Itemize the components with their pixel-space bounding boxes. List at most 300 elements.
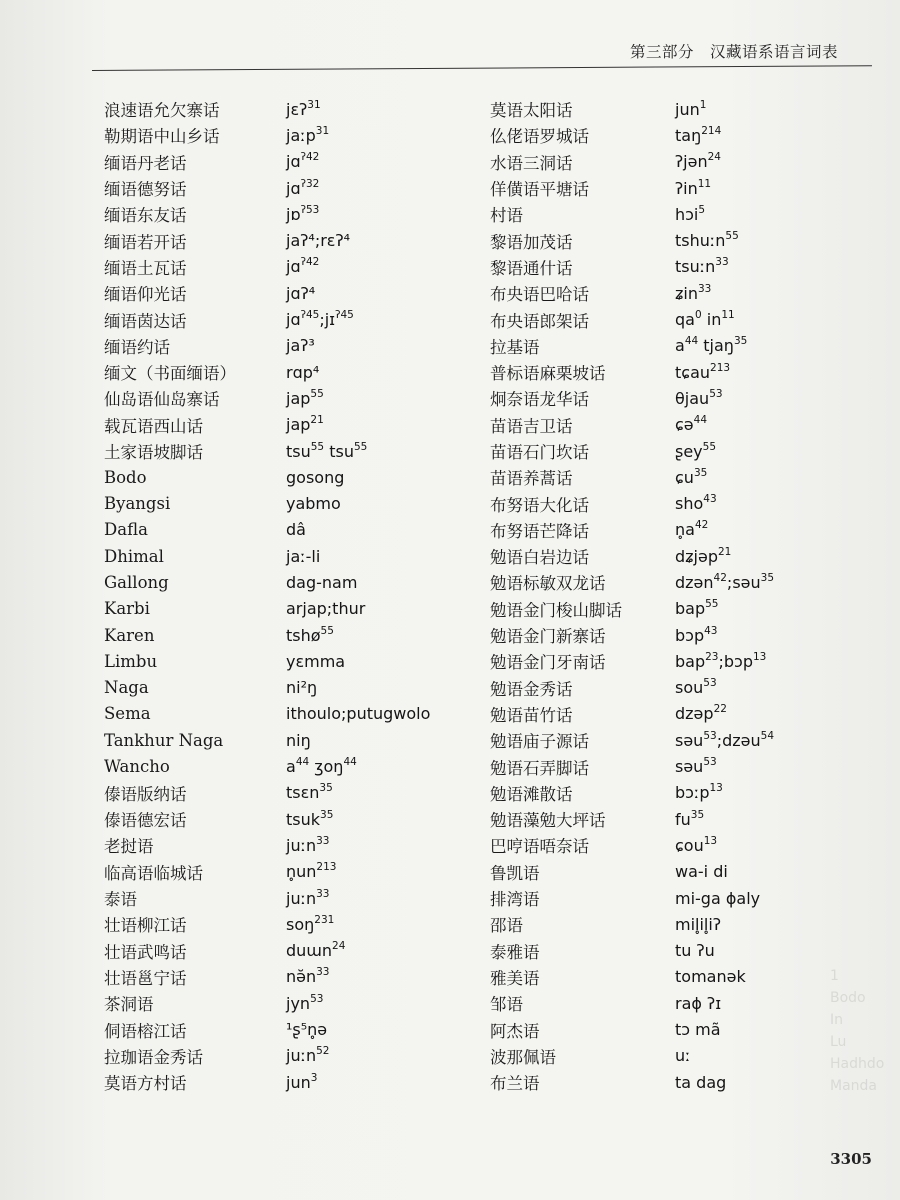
tone-mark: 21 <box>310 414 324 427</box>
tone-mark: 31 <box>307 98 321 111</box>
language-name: Karbi <box>104 599 150 619</box>
page-number: 3305 <box>830 1150 872 1168</box>
entry-row <box>490 859 774 885</box>
word-form <box>286 363 319 382</box>
form-text: bap <box>675 651 706 671</box>
language-name: 仫佬语罗城话 <box>490 127 589 147</box>
word-form <box>286 284 315 303</box>
tone-mark: 55 <box>725 230 739 243</box>
form-text-2: ;səu <box>726 572 761 592</box>
form-text-2: ;dzəu <box>716 730 761 750</box>
tone-mark: 24 <box>332 940 346 953</box>
word-form <box>286 889 330 908</box>
word-form <box>675 783 723 802</box>
entry-row <box>104 543 430 569</box>
word-form <box>286 573 357 592</box>
language-name: 侗语榕江话 <box>104 1021 187 1041</box>
word-form <box>286 783 333 802</box>
entry-row <box>490 964 774 990</box>
language-name: 拉基语 <box>490 337 540 357</box>
tone-mark: 3 <box>310 1071 318 1084</box>
word-form <box>675 520 708 539</box>
entry-row <box>490 306 774 332</box>
word-form <box>675 836 717 855</box>
language-name: 排湾语 <box>490 890 540 910</box>
language-name: 勉语藻勉大坪话 <box>490 811 606 831</box>
entry-row <box>104 438 430 464</box>
language-name: 勉语石弄脚话 <box>490 758 589 778</box>
tone-mark: 231 <box>314 913 335 926</box>
form-text: bɔp <box>675 625 705 645</box>
word-form <box>286 757 357 776</box>
entry-row <box>490 780 774 806</box>
entry-row <box>104 675 430 701</box>
form-text: juːn <box>286 1046 317 1066</box>
tone-mark: 5 <box>698 203 706 216</box>
language-name: 缅语土瓦话 <box>104 258 187 278</box>
word-form <box>675 626 717 645</box>
entry-row <box>104 517 430 543</box>
entry-row <box>104 201 430 227</box>
language-name: 土家语坡脚话 <box>104 443 203 462</box>
form-text: rɑp⁴ <box>286 362 320 382</box>
form-text-2: ʒoŋ <box>309 757 344 777</box>
word-form <box>286 100 321 119</box>
word-form <box>675 363 730 382</box>
language-name: 临高语临城话 <box>104 863 203 883</box>
language-name: 傣语德宏话 <box>104 811 187 831</box>
word-form <box>675 152 721 171</box>
form-text: ɕə <box>675 415 694 435</box>
entry-row <box>104 701 430 727</box>
word-form <box>675 547 731 566</box>
language-name: 缅语若开话 <box>104 232 187 252</box>
entry-row <box>490 438 774 464</box>
tone-mark: 53 <box>703 677 717 690</box>
entry-row <box>104 254 430 280</box>
tone-mark: 31 <box>315 124 330 137</box>
tone-mark: 23 <box>705 650 719 663</box>
form-text: dâ <box>286 520 306 540</box>
language-name: 邵语 <box>490 916 523 936</box>
entry-row <box>490 385 774 411</box>
entry-row <box>104 1016 430 1042</box>
language-name: Dafla <box>104 520 148 540</box>
word-form <box>286 231 350 250</box>
form-text: n̥a <box>675 520 695 540</box>
form-text: tɔ mã <box>675 1020 721 1040</box>
word-form <box>675 889 760 908</box>
form-text: mil̥il̥iʔ <box>675 914 721 934</box>
form-text-2: tsu <box>324 441 354 461</box>
entry-row <box>104 596 430 622</box>
word-form <box>286 520 306 539</box>
entry-row <box>490 753 774 779</box>
word-form <box>286 678 317 697</box>
word-form <box>675 389 723 408</box>
language-name: 布努语大化话 <box>490 495 589 515</box>
form-text: dzəp <box>675 704 714 724</box>
word-form <box>286 205 319 224</box>
form-text: soŋ <box>286 914 315 934</box>
word-form <box>675 1020 721 1039</box>
word-form <box>675 442 716 461</box>
entry-row <box>104 727 430 753</box>
tone-mark-2: 44 <box>343 756 357 769</box>
word-form <box>675 1046 691 1065</box>
form-text: jaːp <box>286 125 316 145</box>
form-text: gosong <box>286 467 345 487</box>
entry-row <box>104 911 430 937</box>
entry-row <box>490 596 774 622</box>
tone-mark: 43 <box>704 624 718 637</box>
form-text: jɑʔ⁴ <box>286 283 316 303</box>
language-name: Bodo <box>104 467 147 487</box>
language-name: 老挝语 <box>104 837 154 857</box>
entry-row <box>490 149 774 175</box>
language-name: Wancho <box>104 757 170 777</box>
entry-row <box>490 911 774 937</box>
language-name: 泰雅语 <box>490 942 540 962</box>
form-text: jɑ <box>286 310 301 330</box>
tone-mark: 13 <box>709 782 723 795</box>
entry-row <box>490 490 774 516</box>
tone-mark-2: ʔ45 <box>335 309 354 322</box>
form-text: jɒ <box>286 204 301 224</box>
tone-mark: ʔ45 <box>300 309 320 322</box>
tone-mark: 44 <box>295 756 310 769</box>
entry-row <box>104 306 430 332</box>
word-form <box>675 284 711 303</box>
word-form <box>286 626 334 645</box>
entry-row <box>104 569 430 595</box>
tone-mark: 13 <box>703 834 718 847</box>
entry-row <box>490 96 774 122</box>
entry-row <box>104 490 430 516</box>
entry-row <box>490 517 774 543</box>
entry-row <box>490 333 774 359</box>
form-text: tsuk <box>286 809 321 829</box>
tone-mark: 43 <box>703 493 717 506</box>
word-form <box>675 757 717 776</box>
tone-mark-2: 54 <box>760 729 775 742</box>
tone-mark-2: 55 <box>353 440 368 453</box>
word-form <box>675 179 711 198</box>
word-form <box>286 1020 327 1039</box>
entry-row <box>104 280 430 306</box>
entry-row <box>104 175 430 201</box>
language-name: Naga <box>104 678 149 698</box>
word-form <box>675 967 746 986</box>
bleed-through-line: 1 <box>830 968 839 984</box>
word-form <box>286 862 336 881</box>
bleed-through-line: Bodo <box>830 990 866 1006</box>
form-text: tɕau <box>675 362 711 382</box>
language-name: 黎语通什话 <box>490 258 573 278</box>
entry-row <box>104 1043 430 1069</box>
form-text: a <box>286 757 296 777</box>
entry-row <box>490 648 774 674</box>
tone-mark: 35 <box>320 808 334 821</box>
word-form <box>675 810 704 829</box>
tone-mark-2: 35 <box>733 335 748 348</box>
language-name: 苗语养蒿话 <box>490 469 573 489</box>
form-text: yɛmma <box>286 651 346 671</box>
entry-row <box>490 1043 774 1069</box>
language-name: 勉语金门牙南话 <box>490 653 606 673</box>
word-form <box>675 100 706 119</box>
word-form <box>675 994 721 1013</box>
word-form <box>675 573 774 592</box>
entry-row <box>490 175 774 201</box>
tone-mark: 53 <box>703 756 717 769</box>
form-text: taŋ <box>675 125 702 145</box>
tone-mark: 44 <box>684 335 699 348</box>
word-form <box>675 599 719 618</box>
language-name: 勉语苗竹话 <box>490 705 573 725</box>
tone-mark: 42 <box>713 571 727 584</box>
form-text: duɯn <box>286 941 333 961</box>
form-text: jap <box>286 415 311 435</box>
language-name: Gallong <box>104 572 169 592</box>
language-name: Byangsi <box>104 494 171 514</box>
word-form <box>675 494 717 513</box>
word-form <box>286 179 319 198</box>
form-text: jun <box>675 99 700 119</box>
language-name: 载瓦语西山话 <box>104 416 203 436</box>
form-text: səu <box>675 730 704 750</box>
language-name: 茶洞语 <box>104 995 154 1015</box>
entry-row <box>104 412 430 438</box>
entry-row <box>104 149 430 175</box>
entry-row <box>490 675 774 701</box>
word-form <box>286 126 329 145</box>
form-text: tu ʔu <box>675 941 715 961</box>
word-form <box>675 257 729 276</box>
tone-mark: 33 <box>316 887 330 900</box>
tone-mark: 213 <box>316 861 337 874</box>
tone-mark: ʔ53 <box>300 203 320 216</box>
tone-mark: 35 <box>693 466 708 479</box>
entry-row <box>490 622 774 648</box>
language-name: 缅语东友话 <box>104 206 187 226</box>
language-name: 缅语德努话 <box>104 180 187 200</box>
form-text: niŋ <box>286 730 311 750</box>
word-form <box>675 915 721 934</box>
word-form <box>286 652 345 671</box>
form-text: sho <box>675 494 704 514</box>
bleed-through-line: Lu <box>830 1034 847 1050</box>
language-name: 勉语白岩边话 <box>490 548 589 568</box>
entry-row <box>104 832 430 858</box>
entry-row <box>104 990 430 1016</box>
form-text: juːn <box>286 888 317 908</box>
language-name: 拉珈语金秀话 <box>104 1047 203 1067</box>
form-text: ithoulo;putugwolo <box>286 704 431 724</box>
entry-row <box>104 885 430 911</box>
language-name: 巴哼语唔奈话 <box>490 837 589 857</box>
tone-mark-2: 35 <box>760 571 775 584</box>
running-head-title: 汉藏语系语言词表 <box>709 43 838 61</box>
tone-mark: ʔ42 <box>300 151 320 164</box>
word-form <box>675 862 728 881</box>
word-form <box>675 231 739 250</box>
word-form <box>286 967 330 986</box>
language-name: 布努语芒降话 <box>490 521 589 541</box>
entry-row <box>490 701 774 727</box>
form-text: qa <box>675 310 695 330</box>
entry-row <box>104 622 430 648</box>
form-text: jɛʔ <box>286 99 308 119</box>
language-name: Limbu <box>104 651 158 671</box>
language-name: 布兰语 <box>490 1074 540 1094</box>
form-text: arjap;thur <box>286 599 366 619</box>
form-text-2: tjaŋ <box>698 336 734 356</box>
entry-row <box>104 464 430 490</box>
form-text: ʂey <box>675 441 703 461</box>
form-text: fu <box>675 809 691 829</box>
form-text: dag-nam <box>286 572 358 592</box>
entry-row <box>490 832 774 858</box>
form-text: θjau <box>675 388 710 408</box>
language-name: 波那佩语 <box>490 1047 556 1067</box>
word-form <box>286 1046 330 1065</box>
form-text: mi-ga ɸaly <box>675 888 761 908</box>
form-text: ʔjən <box>675 152 708 172</box>
word-form <box>675 468 707 487</box>
form-text-2: ;bɔp <box>718 651 753 671</box>
tone-mark: 44 <box>693 414 708 427</box>
form-text: jɑ <box>286 178 301 198</box>
tone-mark: 33 <box>316 966 330 979</box>
form-text: jap <box>286 388 311 408</box>
word-form <box>286 442 367 461</box>
form-text: ¹ʂ⁵n̥ə <box>286 1020 328 1040</box>
entry-row <box>490 727 774 753</box>
tone-mark: 53 <box>310 992 324 1005</box>
language-name: 仙岛语仙岛寨话 <box>104 390 220 410</box>
tone-mark: 35 <box>690 808 705 821</box>
bleed-through-line: In <box>830 1012 844 1028</box>
form-text: jyn <box>286 993 311 1013</box>
form-text: wa-i di <box>675 862 728 882</box>
language-name: 莫语方村话 <box>104 1074 187 1094</box>
word-form <box>286 389 324 408</box>
form-text: ɕou <box>675 835 704 855</box>
left-column <box>104 96 430 1095</box>
language-name: 炯奈语龙华话 <box>490 390 589 410</box>
form-text: ʑin <box>675 283 698 303</box>
word-form <box>286 941 345 960</box>
form-text-2: in <box>701 310 722 330</box>
word-form <box>286 1073 317 1092</box>
tone-mark-2: 11 <box>721 309 735 322</box>
tone-mark: 55 <box>705 598 719 611</box>
entry-row <box>490 254 774 280</box>
language-name: 阿杰语 <box>490 1021 540 1041</box>
language-name: 鲁凯语 <box>490 863 540 883</box>
entry-row <box>490 464 774 490</box>
word-form <box>675 1073 726 1092</box>
word-form <box>286 599 365 618</box>
tone-mark: 42 <box>694 519 709 532</box>
entry-row <box>490 122 774 148</box>
language-name: 莫语太阳话 <box>490 101 573 121</box>
word-form <box>675 126 721 145</box>
entry-row <box>104 964 430 990</box>
tone-mark: 55 <box>310 387 324 400</box>
form-text: ta dag <box>675 1072 727 1092</box>
tone-mark: 1 <box>699 98 707 111</box>
language-name: 苗语吉卫话 <box>490 416 573 436</box>
form-text: jɑ <box>286 152 301 172</box>
form-text: uː <box>675 1046 691 1066</box>
form-text: n̥un <box>286 862 317 882</box>
word-form <box>286 915 334 934</box>
form-text: ni²ŋ <box>286 678 318 698</box>
language-name: 浪速语允欠寨话 <box>104 101 220 121</box>
language-name: 缅语仰光话 <box>104 285 187 305</box>
word-form <box>286 415 324 434</box>
tone-mark: 53 <box>703 729 717 742</box>
word-form <box>675 415 707 434</box>
language-name: Karen <box>104 625 155 645</box>
form-text-2: ;jɪ <box>319 310 336 330</box>
language-name: 缅文（书面缅语） <box>104 364 236 384</box>
language-name: 勉语金门梭山脚话 <box>490 600 622 620</box>
word-form <box>675 310 735 329</box>
form-text: a <box>675 336 685 356</box>
form-text: tsu <box>286 441 311 461</box>
entry-row <box>104 359 430 385</box>
entry-row <box>490 885 774 911</box>
form-text: tshø <box>286 625 321 645</box>
word-form <box>286 836 330 855</box>
word-form <box>286 547 320 566</box>
word-form <box>286 468 344 487</box>
language-name: 傣语版纳话 <box>104 784 187 804</box>
language-name: 布央语巴哈话 <box>490 285 589 305</box>
entry-row <box>104 227 430 253</box>
entry-row <box>104 648 430 674</box>
word-form <box>286 731 311 750</box>
form-text: ʔin <box>675 178 698 198</box>
language-name: 勉语金门新寨话 <box>490 627 606 647</box>
bleed-through-line: Manda <box>830 1078 877 1094</box>
entry-row <box>490 1016 774 1042</box>
entry-row <box>104 122 430 148</box>
word-form <box>286 310 354 329</box>
word-form <box>675 704 727 723</box>
language-name: 壮语邕宁话 <box>104 968 187 988</box>
entry-row <box>490 412 774 438</box>
tone-mark: 213 <box>710 361 731 374</box>
word-form <box>675 941 715 960</box>
language-name: 缅语茵达话 <box>104 311 187 331</box>
word-form <box>286 336 315 355</box>
language-name: 勉语金秀话 <box>490 679 573 699</box>
language-name: 佯僙语平塘话 <box>490 180 589 200</box>
running-head <box>630 40 838 62</box>
word-form <box>286 704 430 723</box>
entry-row <box>490 938 774 964</box>
tone-mark: 33 <box>697 282 712 295</box>
bleed-through-text <box>830 965 900 1097</box>
word-form <box>675 205 705 224</box>
form-text: səu <box>675 757 704 777</box>
entry-row <box>104 780 430 806</box>
form-text: jaː-li <box>286 546 321 566</box>
